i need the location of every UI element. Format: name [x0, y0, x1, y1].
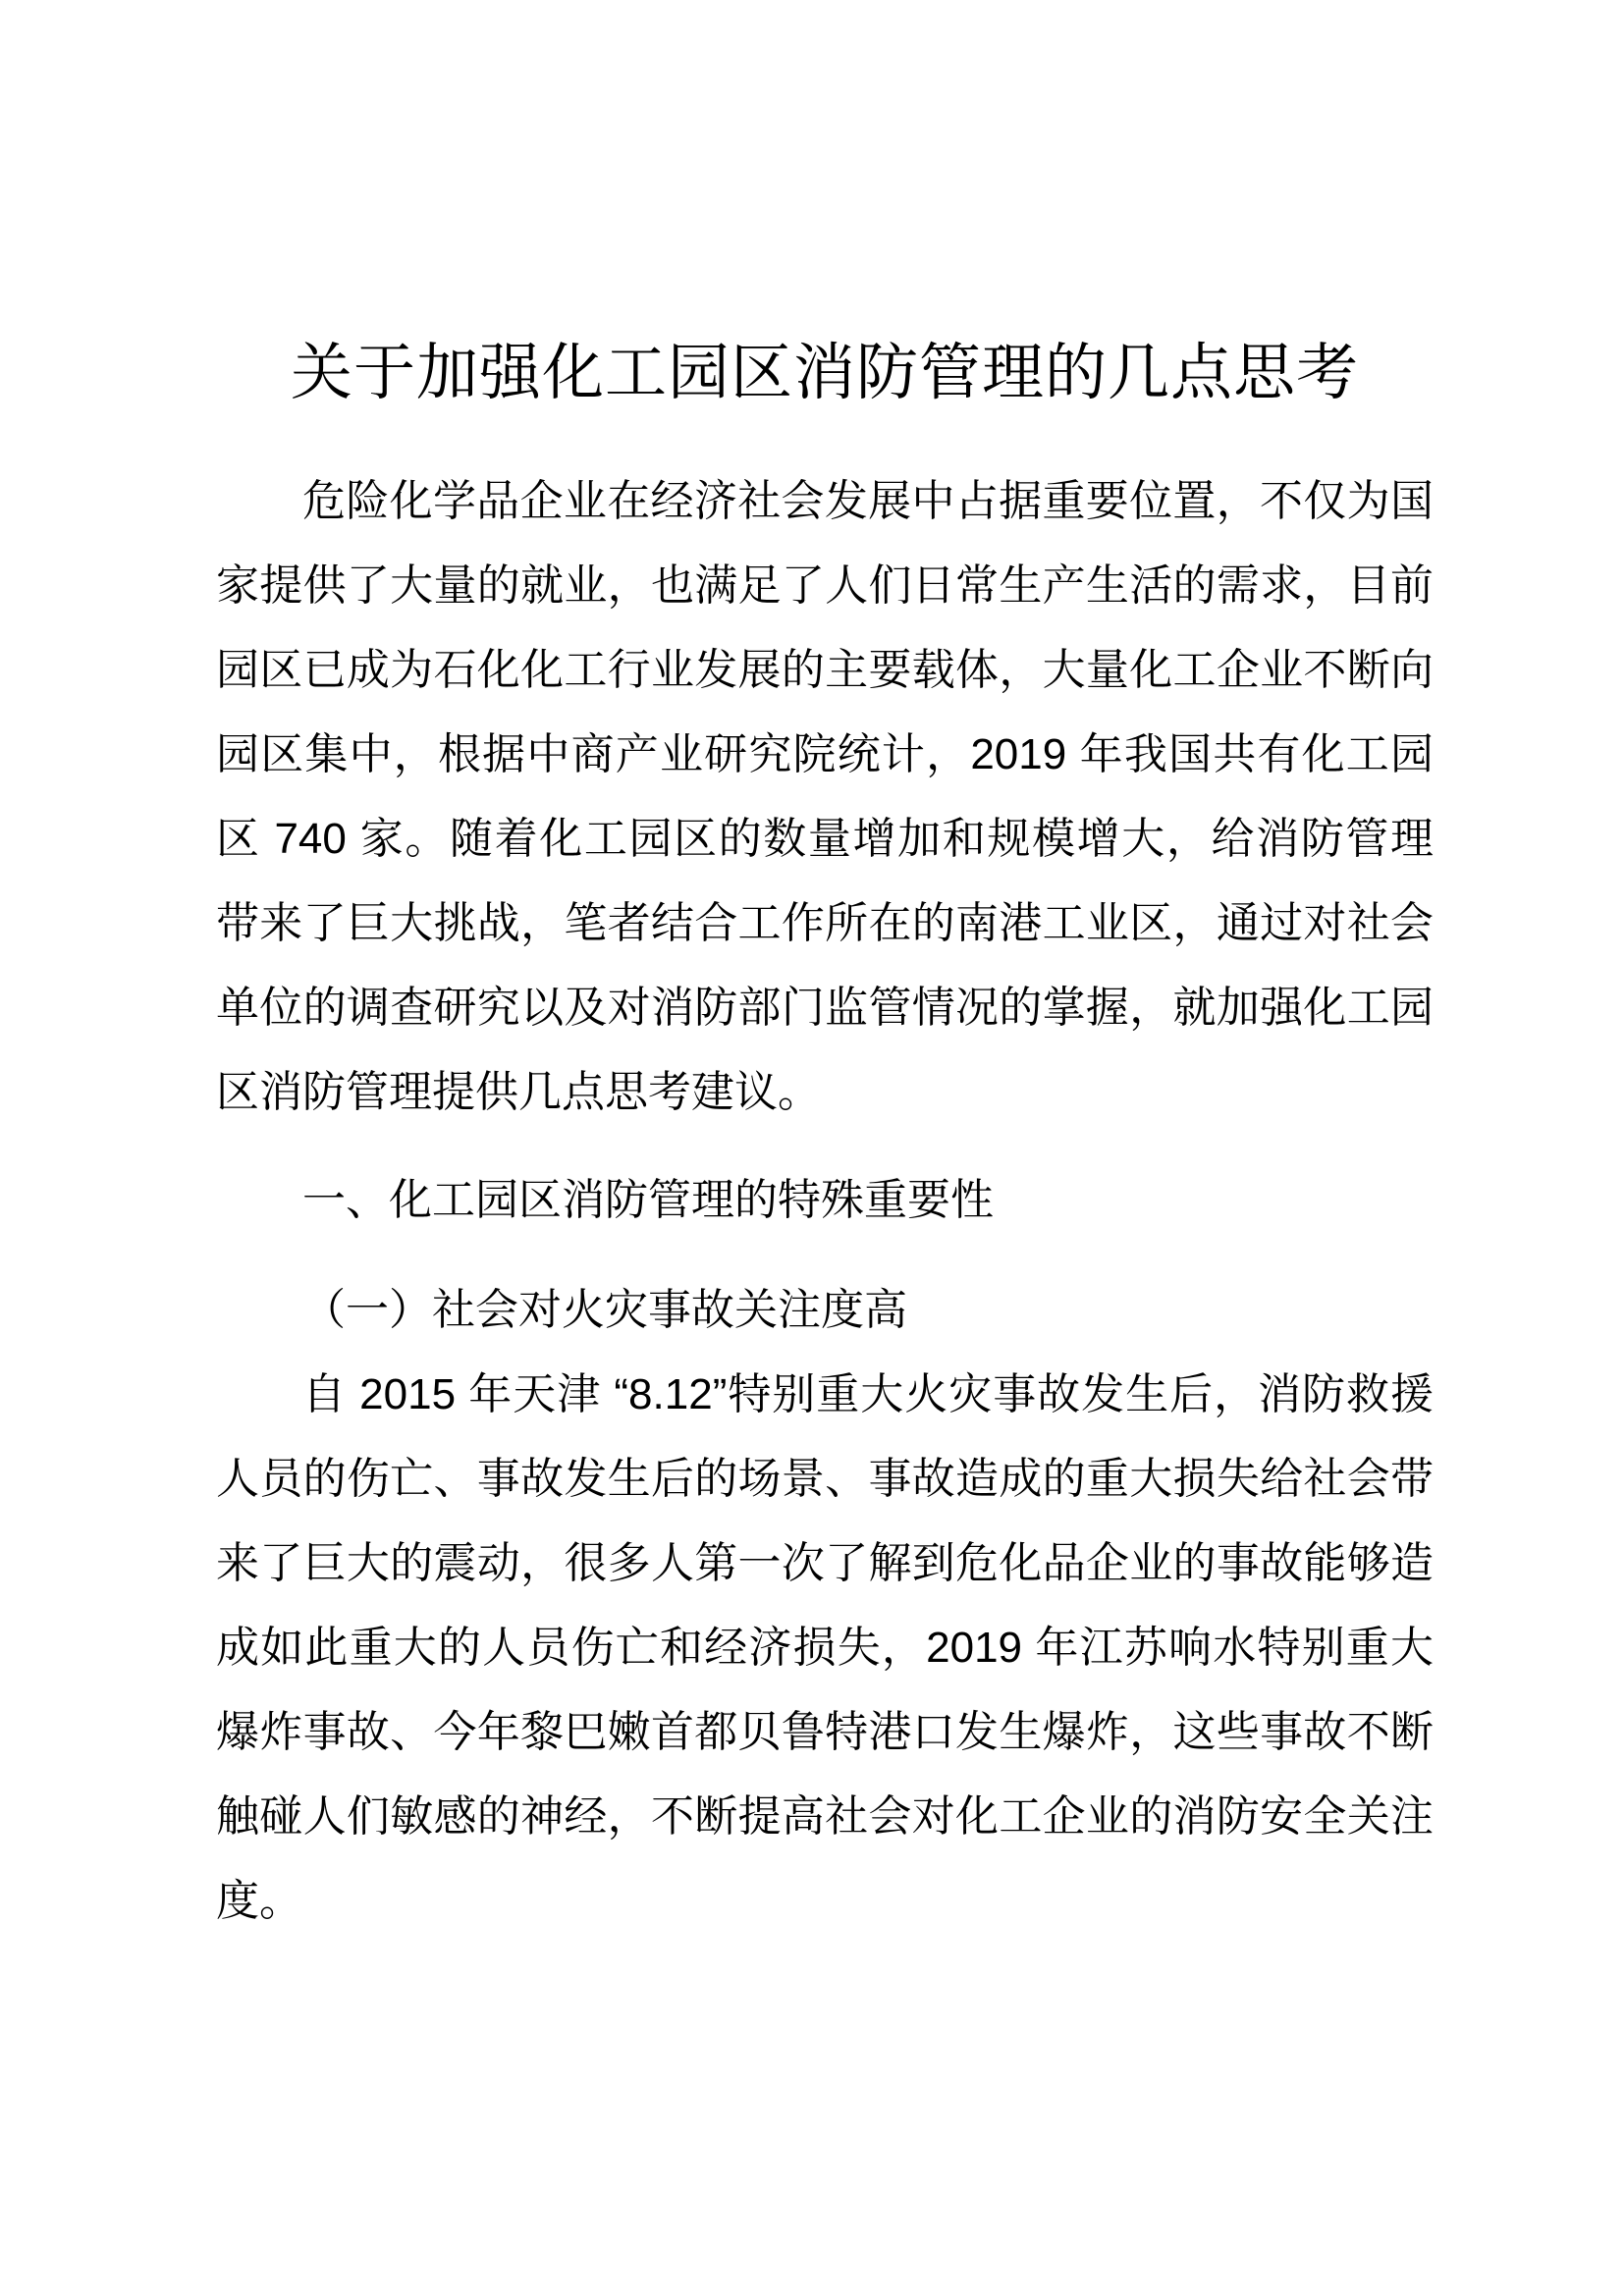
subsection-1-1-paragraph: 自 2015 年天津 “8.12”特别重大火灾事故发生后，消防救援人员的伤亡、事故发生后的场景、事故造成的重大损失给社会带来了巨大的震动，很多人第一次了解到危化品企业的事故能够造成如此重大的人员伤亡和经济损失，2019 年江苏响水特别重大爆炸事故、今年黎巴嫩首都贝鲁特港口发生爆炸，这些事故不断触碰人们敏感的神经，不断提高社会对化工企业的消防安全关注度。: [216, 1370, 1434, 1925]
intro-paragraph: 危险化学品企业在经济社会发展中占据重要位置，不仅为国家提供了大量的就业，也满足了人们日常生产生活的需求，目前园区已成为石化化工行业发展的主要载体，大量化工企业不断向园区集中，根据中商产业研究院统计，2019 年我国共有化工园区 740 家。随着化工园区的数量增加和规模增大，给消防管理带来了巨大挑战，笔者结合工作所在的南港工业区，通过对社会单位的调查研究以及对消防部门监管情况的掌握，就加强化工园区消防管理提供几点思考建议。: [216, 477, 1434, 1116]
document-title: 关于加强化工园区消防管理的几点思考: [291, 339, 1359, 407]
subsection-1-1-heading: （一）社会对火灾事故关注度高: [302, 1286, 907, 1334]
section-1-heading: 一、化工园区消防管理的特殊重要性: [302, 1176, 994, 1224]
